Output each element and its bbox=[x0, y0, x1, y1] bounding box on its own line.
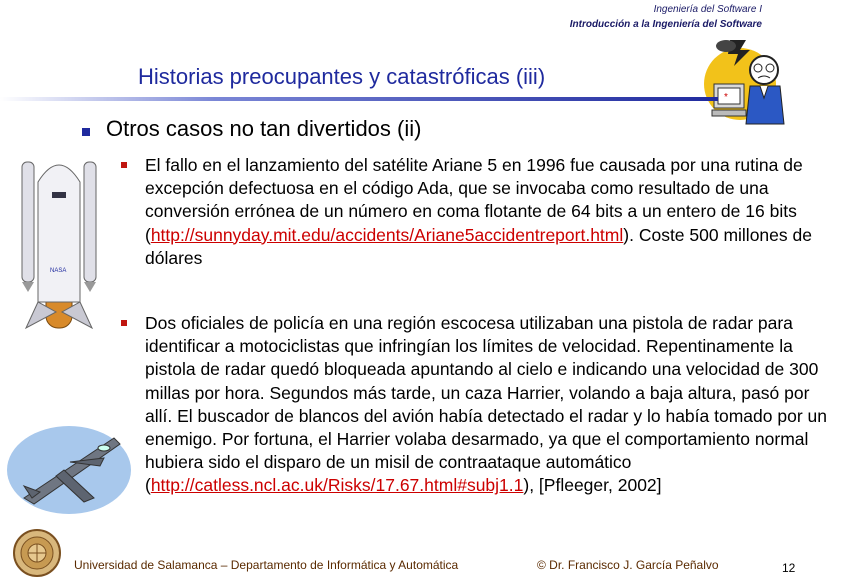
risks-digest-link[interactable]: http://catless.ncl.ac.uk/Risks/17.67.html#subj1.1 bbox=[150, 475, 524, 496]
footer-university: Universidad de Salamanca – Departamento de Informática y Automática bbox=[74, 558, 459, 572]
space-shuttle-icon bbox=[16, 152, 102, 342]
ariane-report-link[interactable]: http://sunnyday.mit.edu/accidents/Ariane5accidentreport.html bbox=[150, 224, 624, 245]
slide-title: Historias preocupantes y catastróficas (iii) bbox=[138, 64, 546, 89]
title-rule bbox=[0, 97, 718, 101]
list-item bbox=[145, 154, 835, 270]
course-subject: Introducción a la Ingeniería del Software bbox=[569, 19, 762, 30]
item-text-end: ), [Pfleeger, 2002] bbox=[523, 475, 662, 496]
section-heading: Otros casos no tan divertidos (ii) bbox=[106, 116, 422, 141]
item-text-end: ). Coste 500 millones de dólares bbox=[145, 224, 812, 268]
level1-bullet bbox=[82, 128, 90, 136]
list-item bbox=[145, 312, 835, 498]
bullet-icon bbox=[121, 320, 127, 326]
svg-text:NASA: NASA bbox=[50, 268, 67, 274]
university-seal-icon bbox=[12, 528, 62, 578]
page-number: 12 bbox=[782, 561, 796, 575]
bullet-icon bbox=[121, 162, 127, 168]
course-name: Ingeniería del Software I bbox=[653, 4, 762, 15]
footer-author: © Dr. Francisco J. García Peñalvo bbox=[537, 558, 719, 572]
worried-man-computer-icon bbox=[700, 36, 790, 126]
svg-text:*: * bbox=[724, 92, 728, 103]
jet-fighter-icon bbox=[4, 418, 134, 518]
item-text: El fallo en el lanzamiento del satélite Ariane 5 en 1996 fue causada por una rutina de excepción defectuosa en el código Ada, que se invocaba como resultado de una conversión errónea de un número en coma flotante de 64 bits a un entero de 16 bits ( bbox=[145, 155, 803, 245]
item-text: Dos oficiales de policía en una región escocesa utilizaban una pistola de radar para identificar a motociclistas que infringían los límites de velocidad. Repentinamente la pistola de radar quedó bloqueada apuntando al cielo e indicando una velocidad de 300 millas por hora. Segundos más tarde, un caza Harrier, volando a baja altura, pasó por allí. El buscador de blancos del avión había detectado el radar y lo había tomado por un enemigo. Por fortuna, el Harrier volaba desarmado, ya que el comportamiento normal hubiera sido el disparo de un misil de contraataque automático ( bbox=[145, 313, 827, 496]
